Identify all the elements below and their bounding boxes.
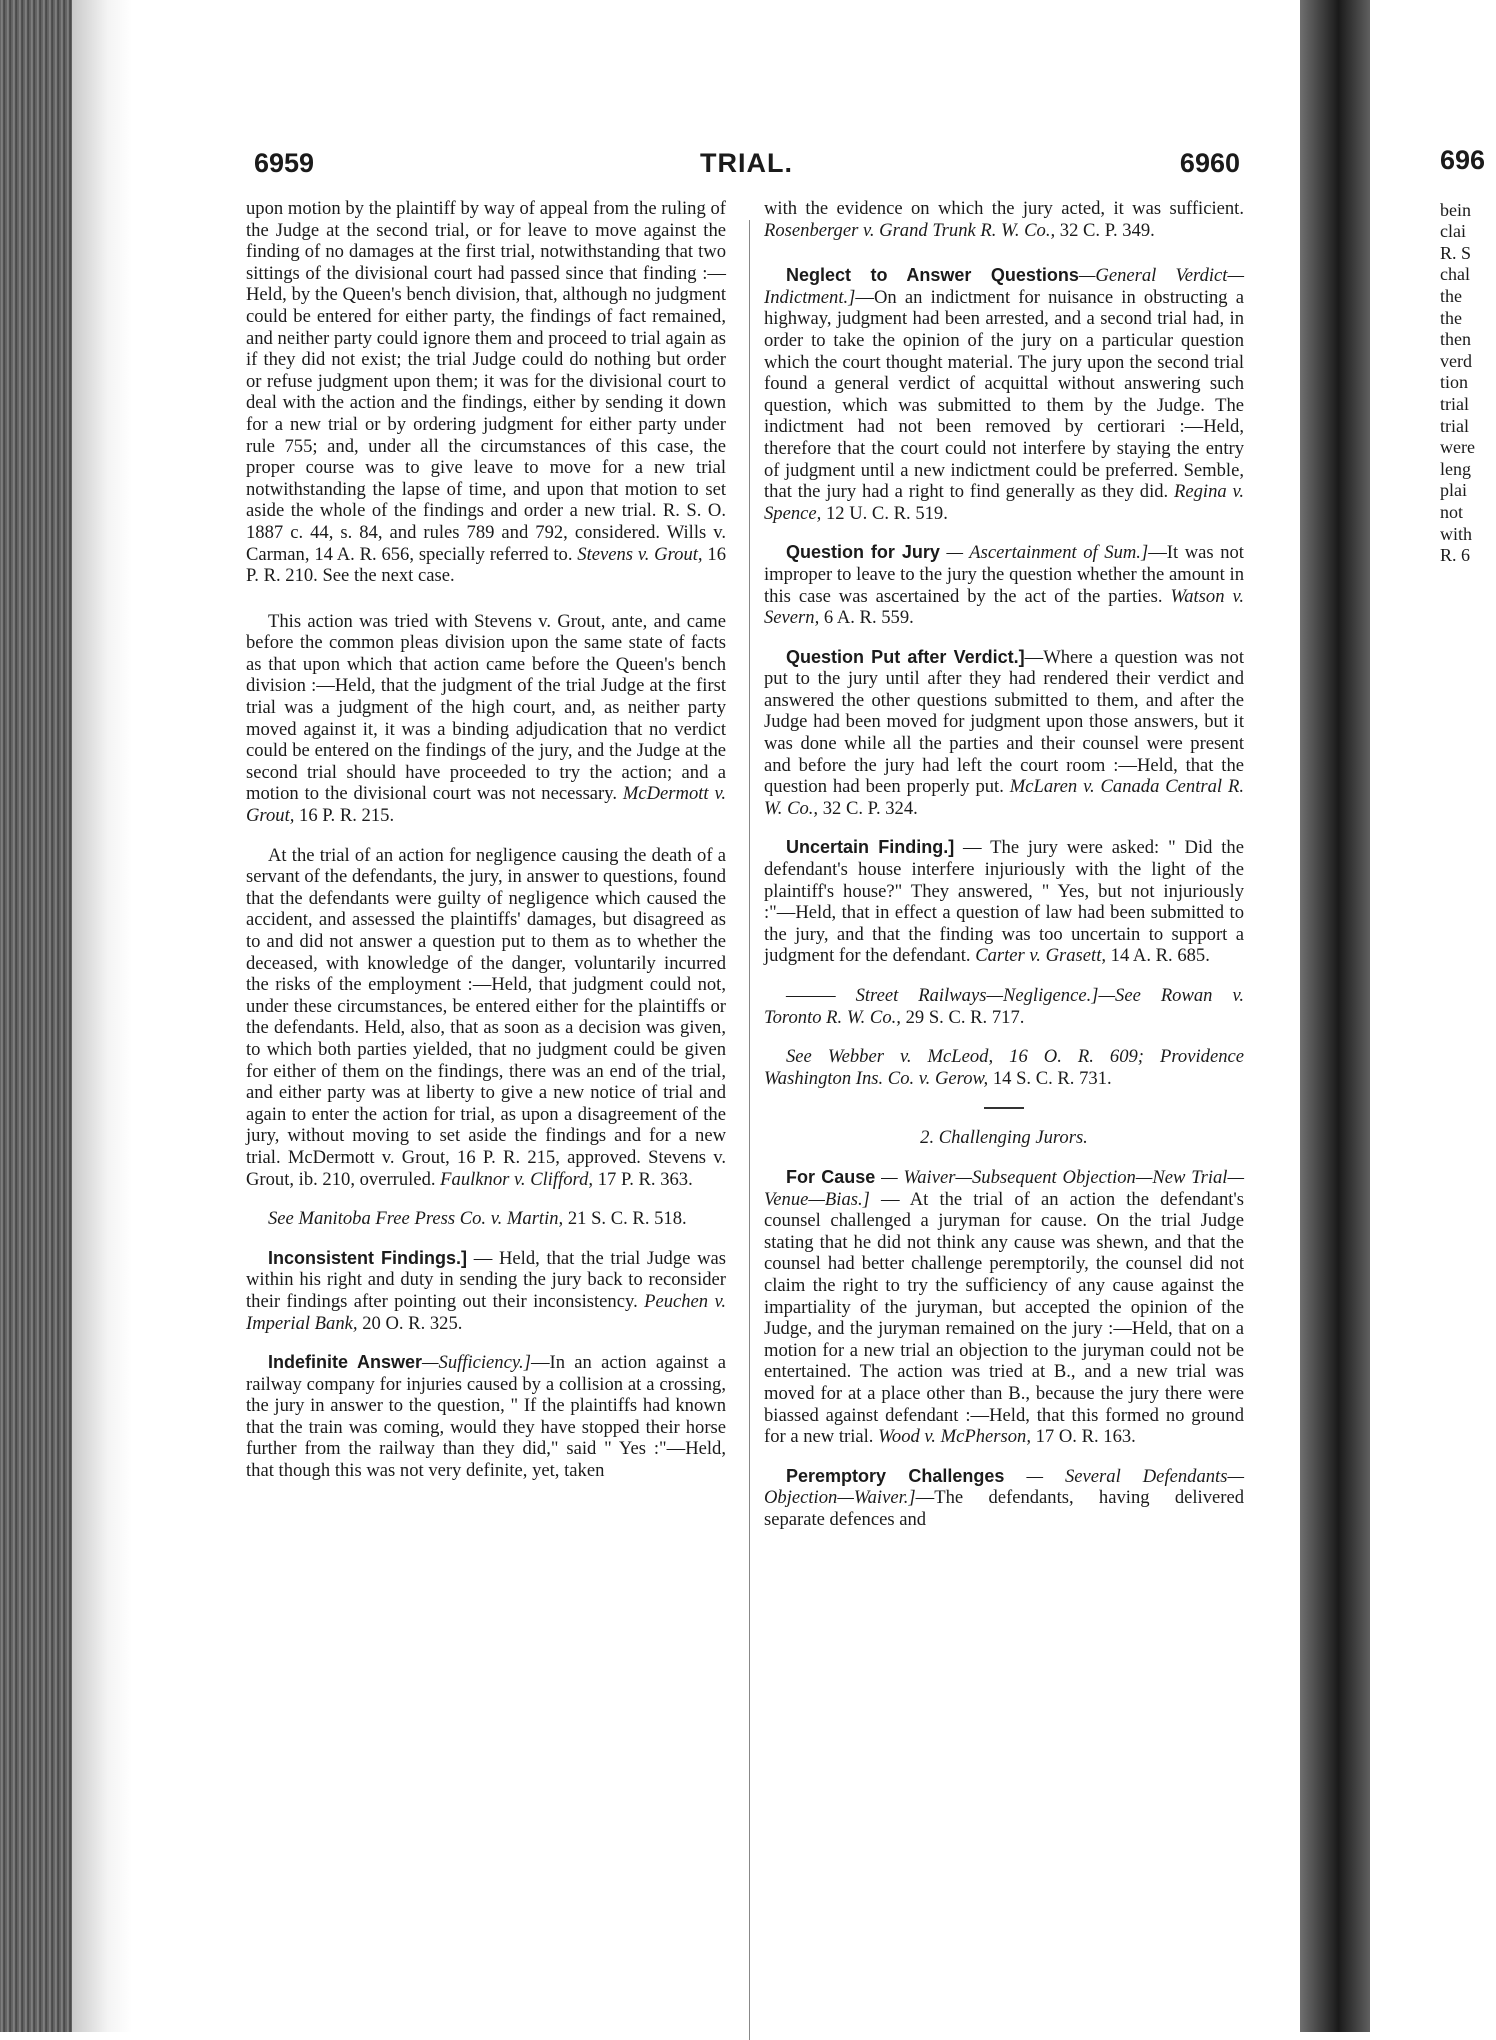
fragment-line: the [1440, 285, 1462, 306]
entry-text: — At the trial of an action the defendant's counsel challenged a juryman for cause. On the trial Judge stating that he did not think any cause was shewn, and that the counsel had better challenge peremptorily, the counsel did not claim the right to try the sufficiency of any cause against the impartiality of the juryman, but accepted the opinion of the Judge, and the juryman remained on the jury :—Held, that on a motion for a new trial an objection to the juryman could not be entertained. The action was tried at B., and a new trial was moved for at a place other than B., because the jury there were biassed against defendant :—Held, that this formed no ground for a new trial. [764, 1188, 1244, 1448]
entry-text: This action was tried with Stevens v. Grout, ante, and came before the common pleas division upon the same state of facts as that upon which that action came before the Queen's bench division :—Held, that the judgment of the trial Judge at the first trial was a judgment of the high court, and, as neither party moved against it, it was a binding adjudication that no verdict could be entered on the findings of the jury, and the Judge at the second trial should have proceeded to try the action; and a motion to the divisional court was not necessary. [246, 610, 726, 805]
entry-heading: Indefinite Answer [268, 1352, 422, 1373]
book-page [246, 140, 1250, 2020]
binding-shadow [1300, 0, 1370, 2032]
section-heading: 2. Challenging Jurors. [920, 1127, 1088, 1149]
case-citation: Stevens v. Grout, [577, 543, 703, 565]
entry-text: ——— Street Railways—Negligence.]—See Rowan v. Toronto R. W. Co., [764, 985, 1244, 1028]
fragment-line: plai [1440, 480, 1467, 501]
entry-heading: Neglect to Answer Questions [786, 265, 1079, 286]
digest-paragraph [764, 198, 1244, 241]
digest-paragraph [764, 1046, 1244, 1089]
digest-entry [246, 1248, 726, 1334]
fragment-line: with [1440, 523, 1473, 544]
entry-subheading: — Ascertainment of Sum.] [939, 542, 1149, 564]
case-citation: Carter v. Grasett, [975, 945, 1107, 967]
entry-subheading: — Several Defendants—Objection—Waiver.] [764, 1465, 1244, 1509]
entry-text: with the evidence on which the jury acted, it was sufficient. [764, 198, 1244, 219]
entry-text: — Held, that the trial Judge was within his right and duty in sending the jury back to reconsider their findings after pointing out their inconsistency. [246, 1247, 726, 1312]
fragment-line: the [1440, 307, 1462, 328]
entry-heading: Peremptory Challenges [786, 1465, 1005, 1486]
digest-paragraph [246, 611, 726, 827]
report-reference: 32 C. P. 324. [818, 797, 918, 819]
entry-heading: Question for Jury [786, 542, 940, 563]
page-curve-shadow [72, 0, 132, 2032]
digest-entry [764, 1466, 1244, 1531]
running-title: TRIAL. [700, 148, 793, 178]
case-citation: McLaren v. Canada Central R. W. Co., [764, 776, 1244, 819]
case-citation: Wood v. McPherson, [878, 1426, 1031, 1448]
entry-subheading: —General Verdict—Indictment.] [764, 265, 1244, 308]
fragment-line: R. S [1440, 242, 1472, 263]
report-reference: 17 P. R. 363. [593, 1168, 693, 1190]
case-citation: Watson v. Severn, [764, 585, 1244, 629]
left-text-column [246, 198, 726, 1500]
report-reference: 16 P. R. 210. See the next case. [246, 543, 726, 587]
fragment-line: bein [1440, 199, 1471, 220]
right-text-column [764, 198, 1244, 1548]
report-reference: 29 S. C. R. 717. [900, 1006, 1025, 1028]
digest-entry [764, 837, 1244, 967]
case-citation: Peuchen v. Imperial Bank, [246, 1290, 726, 1334]
digest-entry [764, 265, 1244, 524]
fragment-line: verd [1440, 350, 1472, 371]
case-citation: McDermott v. Grout, [246, 783, 726, 827]
case-citation: Regina v. Spence, [764, 481, 1244, 524]
fragment-line: were [1440, 437, 1475, 458]
report-reference: 6 A. R. 559. [819, 607, 914, 629]
entry-text: At the trial of an action for negligence causing the death of a servant of the defendants, the jury, in answer to questions, found that the defendants were guilty of negligence which caused the accident, and assessed the plaintiffs' damages, but disagreed as to and did not answer a question put to them as to whether the deceased, with knowledge of the danger, voluntarily incurred the risks of the employment :—Held, that judgment could not, under these circumstances, be entered either for the plaintiffs or the defendants. Held, also, that as soon as a decision was given, to which both parties yielded, that no judgment could be given for either of them on the findings, there was an end of the trial, and either party was at liberty to give a new notice of trial and again to enter the action for trial, as upon a disagreement of the jury, without moving to set aside the findings and for a new trial. McDermott v. Grout, 16 P. R. 215, approved. Stevens v. Grout, ib. 210, overruled. [246, 844, 726, 1190]
report-reference: 16 P. R. 215. [294, 805, 395, 827]
digest-paragraph [764, 985, 1244, 1028]
case-citation: Rosenberger v. Grand Trunk R. W. Co., [764, 219, 1056, 241]
entry-text: —The defendants, having delivered separate defences and [764, 1487, 1244, 1530]
digest-entry [764, 542, 1244, 628]
entry-heading: Question Put after Verdict.] [786, 646, 1025, 667]
entry-text: — The jury were asked: " Did the defendant's house interfere injuriously with the light of the plaintiff's house?" They answered, " Yes, but not injuriously :"—Held, that in effect a question of law had been submitted to the jury, and that the finding was too uncertain to support a judgment for the defendant. [764, 837, 1244, 967]
fragment-line: tion [1440, 372, 1469, 393]
entry-subheading: — Waiver—Subsequent Objection—New Trial—Venue—Bias.] [764, 1166, 1244, 1210]
entry-text: See Webber v. McLeod, 16 O. R. 609; Providence Washington Ins. Co. v. Gerow, [764, 1046, 1244, 1089]
report-reference: 21 S. C. R. 518. [563, 1208, 687, 1230]
fragment-line: trial [1440, 415, 1469, 436]
entry-text: —It was not improper to leave to the jury the question whether the amount in this case was ascertained by the act of the parties. [764, 542, 1244, 607]
fragment-line: clai [1440, 221, 1466, 242]
fragment-line: not [1440, 501, 1464, 522]
digest-paragraph [246, 1208, 726, 1230]
entry-heading: Inconsistent Findings.] [268, 1247, 468, 1268]
fragment-line: leng [1440, 458, 1471, 479]
digest-entry [246, 1352, 726, 1482]
entry-text: —Where a question was not put to the jury until after they had rendered their verdict and answered the other questions submitted to them, and after the Judge had been moved for judgment upon those answers, but it was done while all the parties and their counsel were present and before the jury had left the court room :—Held, that the question had been properly put. [764, 646, 1244, 798]
report-reference: 14 S. C. R. 731. [988, 1067, 1112, 1089]
fragment-line: trial [1440, 393, 1469, 414]
report-reference: 14 A. R. 685. [1106, 945, 1210, 967]
report-reference: 12 U. C. R. 519. [821, 502, 948, 524]
left-page-number: 6959 [254, 148, 315, 178]
entry-text: See Manitoba Free Press Co. v. Martin, [268, 1208, 564, 1230]
column-divider [749, 220, 750, 2040]
digest-entry [764, 1167, 1244, 1448]
entry-text: —In an action against a railway company for injuries caused by a collision at a crossing, the jury in answer to the question, " If the plaintiffs had known that the train was coming, would they have stopped their horse further from the railway than they did," said " Yes :"—Held, that though this was not very definite, yet, taken [246, 1352, 727, 1482]
entry-heading: Uncertain Finding.] [786, 837, 955, 858]
fragment-line: chal [1440, 264, 1470, 285]
page-header [246, 140, 1250, 184]
adjacent-page-number: 696 [1440, 150, 1486, 175]
digest-paragraph [246, 198, 726, 587]
case-citation: Faulknor v. Clifford, [440, 1168, 594, 1190]
report-reference: 20 O. R. 325. [357, 1312, 463, 1334]
report-reference: 17 O. R. 163. [1030, 1426, 1136, 1448]
entry-heading: For Cause [786, 1166, 876, 1187]
entry-text: —On an indictment for nuisance in obstructing a highway, judgment had been arrested, and a second trial had, in order to take the opinion of the jury on a particular question which the court thought material. The jury upon the second trial found a general verdict of acquittal without answering such question, which was submitted to them by the Judge. The indictment had not been removed by certiorari :—Held, therefore that the court could not interfere by staying the entry of judgment until a new indictment could be preferred. Semble, that the jury had a right to find generally as they did. [764, 286, 1244, 503]
adjacent-page-fragment [1440, 150, 1496, 567]
section-rule [984, 1107, 1024, 1109]
report-reference: 32 C. P. 349. [1055, 219, 1155, 241]
fragment-line: R. 6 [1440, 545, 1471, 566]
book-spine [0, 0, 72, 2032]
fragment-line: then [1440, 329, 1471, 350]
right-page-number: 6960 [1179, 148, 1240, 178]
entry-text: upon motion by the plaintiff by way of appeal from the ruling of the Judge at the second trial, or for leave to move against the finding of no damages at the first trial, notwithstanding that two sittings of the divisional court had passed since that finding :—Held, by the Queen's bench division, that, although no judgment could be entered for either party, the findings of fact remained, and neither party could ignore them and proceed to trial again as if they did not exist; the trial Judge could do nothing but order or refuse judgment upon them; it was for the divisional court to deal with the action and the findings, either by sending it down for a new trial or by ordering judgment for either party under rule 755; and, under all the circumstances of this case, the proper course was to give leave to move for a new trial notwithstanding the lapse of time, and upon that motion to set aside the whole of the findings and order a new trial. R. S. O. 1887 c. 44, s. 84, and rules 789 and 792, considered. Wills v. Carman, 14 A. R. 656, specially referred to. [246, 198, 726, 565]
digest-paragraph [246, 845, 726, 1191]
digest-entry [764, 647, 1244, 820]
entry-subheading: —Sufficiency.] [421, 1352, 531, 1374]
